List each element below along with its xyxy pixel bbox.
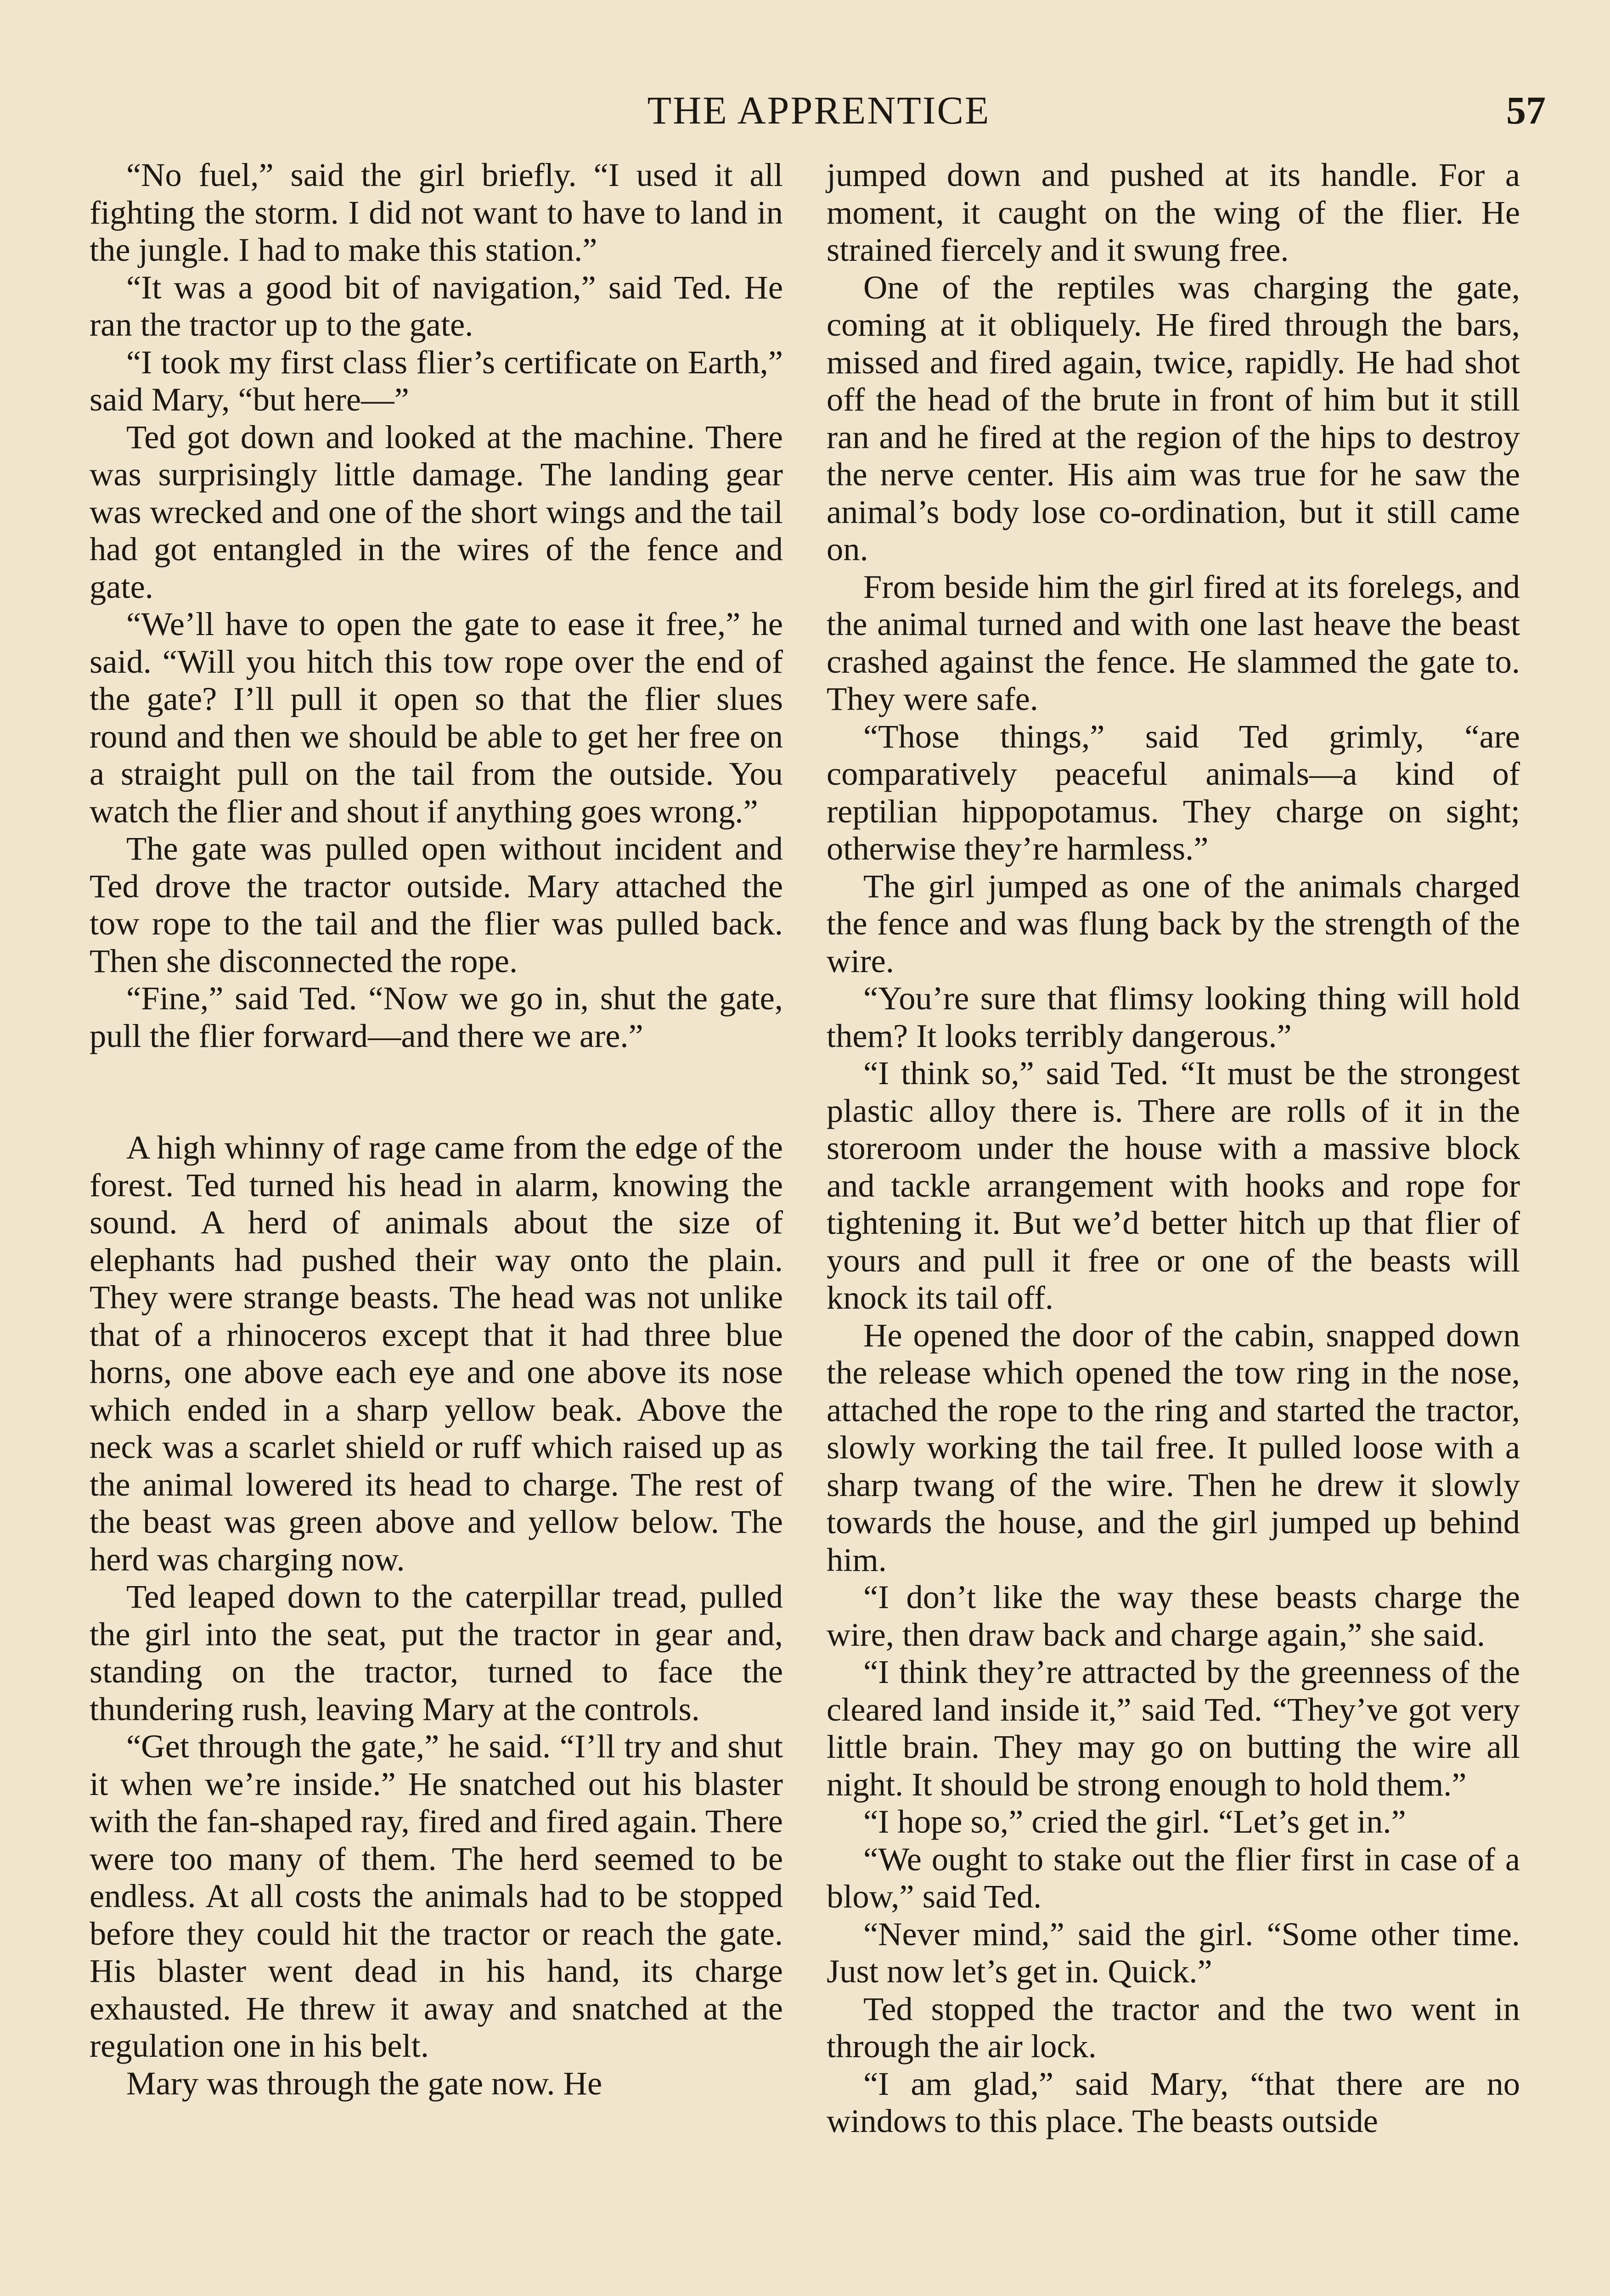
paragraph: Ted stopped the tractor and the two went in through the air lock. — [827, 1990, 1520, 2065]
right-column — [827, 156, 1520, 2140]
paragraph: “You’re sure that flimsy looking thing will hold them? It looks terribly dangerous.” — [827, 979, 1520, 1054]
running-header — [92, 78, 1546, 142]
paragraph: “We ought to stake out the flier first in case of a blow,” said Ted. — [827, 1840, 1520, 1915]
paragraph: One of the reptiles was charging the gate, coming at it obliquely. He fired through the bars, missed and fired again, twice, rapidly. He had shot off the head of the brute in front of him but it still ran and he fired at the region of the hips to destroy the nerve center. His aim was true for he saw the animal’s body lose co-ordination, but it still came on. — [827, 268, 1520, 568]
paragraph-continuation: jumped down and pushed at its handle. For a moment, it caught on the wing of the flier. He strained fiercely and it swung free. — [827, 156, 1520, 268]
left-column — [90, 156, 783, 2102]
section-break — [90, 1054, 783, 1129]
paragraph: “I think they’re attracted by the greenness of the cleared land inside it,” said Ted. “They’ve got very little brain. They may go on butting the wire all night. It should be strong enough to hold them.” — [827, 1653, 1520, 1803]
paragraph: A high whinny of rage came from the edge of the forest. Ted turned his head in alarm, knowing the sound. A herd of animals about the size of elephants had pushed their way onto the plain. They were strange beasts. The head was not unlike that of a rhinoceros except that it had three blue horns, one above each eye and one above its nose which ended in a sharp yellow beak. Above the neck was a scarlet shield or ruff which raised up as the animal lowered its head to charge. The rest of the beast was green above and yellow below. The herd was charging now. — [90, 1129, 783, 1578]
paragraph: Ted leaped down to the caterpillar tread, pulled the girl into the seat, put the tractor in gear and, standing on the tractor, turned to face the thundering rush, leaving Mary at the controls. — [90, 1578, 783, 1728]
paragraph: “I hope so,” cried the girl. “Let’s get in.” — [863, 1803, 1406, 1840]
paragraph: From beside him the girl fired at its forelegs, and the animal turned and with one last heave the beast crashed against the fence. He slammed the gate to. They were safe. — [827, 568, 1520, 717]
paragraph: He opened the door of the cabin, snapped down the release which opened the tow ring in the nose, attached the rope to the ring and started the tractor, slowly working the tail free. It pulled loose with a sharp twang of the wire. Then he drew it slowly towards the house, and the girl jumped up behind him. — [827, 1316, 1520, 1578]
paragraph: “Those things,” said Ted grimly, “are comparatively peaceful animals—a kind of reptilian hippopotamus. They charge on sight; otherwise they’re harmless.” — [827, 717, 1520, 867]
paragraph: “I am glad,” said Mary, “that there are no windows to this place. The beasts outside — [827, 2065, 1520, 2139]
paragraph: The girl jumped as one of the animals charged the fence and was flung back by the strength of the wire. — [827, 867, 1520, 979]
paragraph: “I took my first class flier’s certificate on Earth,” said Mary, “but here—” — [90, 343, 783, 418]
paragraph: Mary was through the gate now. He — [126, 2064, 602, 2102]
paragraph: “We’ll have to open the gate to ease it free,” he said. “Will you hitch this tow rope over the end of the gate? I’ll pull it open so that the flier slues round and then we should be able to get her free on a straight pull on the tail from the outside. You watch the flier and shout if anything goes wrong.” — [90, 605, 783, 830]
paragraph: The gate was pulled open without incident and Ted drove the tractor outside. Mary attached the tow rope to the tail and the flier was pulled back. Then she disconnected the rope. — [90, 830, 783, 979]
paragraph: “I think so,” said Ted. “It must be the strongest plastic alloy there is. There are rolls of it in the storeroom under the house with a massive block and tackle arrangement with hooks and rope for tightening it. But we’d better hitch up that flier of yours and pull it free or one of the beasts will knock its tail off. — [827, 1054, 1520, 1316]
paragraph: “No fuel,” said the girl briefly. “I used it all fighting the storm. I did not want to have to land in the jungle. I had to make this station.” — [90, 156, 783, 268]
paragraph: “Fine,” said Ted. “Now we go in, shut the gate, pull the flier forward—and there we are.” — [90, 979, 783, 1054]
paragraph: “It was a good bit of navigation,” said Ted. He ran the tractor up to the gate. — [90, 268, 783, 343]
page-number: 57 — [1506, 88, 1546, 132]
paragraph: “Get through the gate,” he said. “I’ll try and shut it when we’re inside.” He snatched out his blaster with the fan-shaped ray, fired and fired again. There were too many of them. The herd seemed to be endless. At all costs the animals had to be stopped before they could hit the tractor or reach the gate. His blaster went dead in his hand, its charge exhausted. He threw it away and snatched at the regulation one in his belt. — [90, 1728, 783, 2064]
chapter-title: THE APPRENTICE — [647, 88, 991, 132]
paragraph: “Never mind,” said the girl. “Some other time. Just now let’s get in. Quick.” — [827, 1915, 1520, 1990]
paragraph: “I don’t like the way these beasts charge the wire, then draw back and charge again,” she said. — [827, 1578, 1520, 1653]
paragraph: Ted got down and looked at the machine. There was surprisingly little damage. The landing gear was wrecked and one of the short wings and the tail had got entangled in the wires of the fence and gate. — [90, 418, 783, 605]
